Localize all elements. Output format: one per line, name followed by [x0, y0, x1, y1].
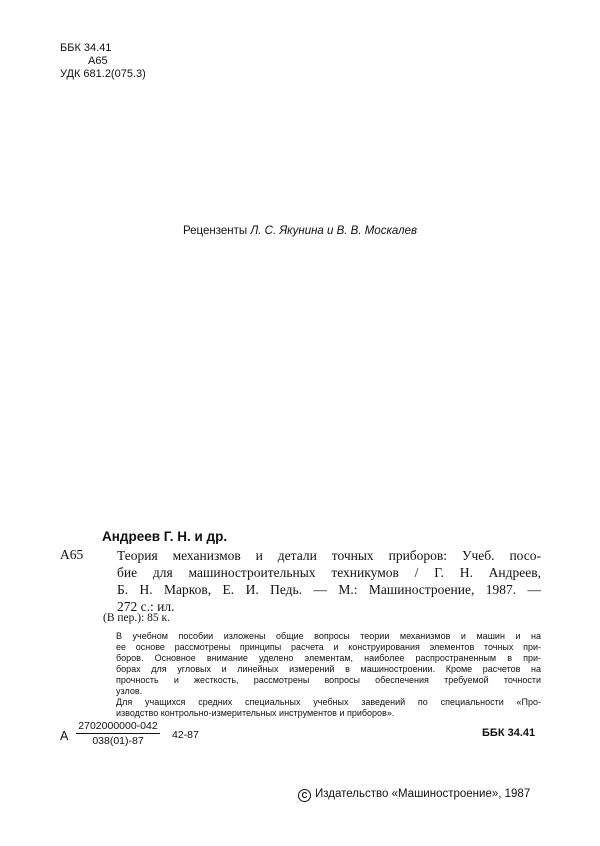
udk-code: УДК 681.2(075.3) [60, 68, 146, 80]
index-letter: А [60, 729, 69, 743]
index-numerator: 2702000000-042 [76, 720, 160, 734]
author-mark: А65 [88, 55, 108, 67]
classification-block [60, 42, 146, 81]
description-line: бие для машиностроительных техникумов / Г. Н. Андреев, [117, 565, 541, 580]
description-line: Теория механизмов и детали точных приборов: Учеб. посо- [117, 548, 541, 563]
annotation-line: боров. Основное внимание уделено элементам, наиболее распространенным в при- [116, 653, 541, 663]
catalog-bbk: ББК 34.41 [482, 727, 536, 739]
annotation-line: изводство контрольно-измерительных инструментов и приборов». [116, 708, 395, 718]
index-fraction [76, 720, 160, 747]
index-denominator: 038(01)-87 [92, 735, 144, 747]
catalog-author: Андреев Г. Н. и др. [102, 529, 228, 544]
index-suffix: 42-87 [172, 729, 199, 741]
catalog-price: (В пер.): 85 к. [103, 612, 170, 624]
annotation-line: узлов. [116, 686, 143, 696]
reviewers-label: Рецензенты [182, 225, 248, 237]
description-line: 272 с.: ил. [117, 599, 175, 614]
reviewers-names: Л. С. Якунина и В. В. Москалев [250, 225, 418, 237]
annotation-line: прочность и жесткость, рассмотрены вопросы обеспечения требуемой точности [116, 675, 541, 685]
reviewers-line [0, 225, 600, 237]
catalog-description [117, 547, 541, 615]
description-line: Б. Н. Марков, Е. И. Педь. — М.: Машиностроение, 1987. — [117, 582, 541, 597]
annotation-line: В учебном пособии изложены общие вопросы теории механизмов и машин и на [116, 631, 541, 641]
copyright-text: Издательство «Машиностроение», 1987 [315, 788, 531, 800]
annotation-line: борах для угловых и линейных измерений в машиностроении. Кроме расчетов на [116, 664, 541, 674]
catalog-annotation [116, 631, 541, 719]
annotation-line: Для учащихся средних специальных учебных заведений по специальности «Про- [116, 697, 541, 707]
copyright-icon: C [298, 789, 311, 802]
catalog-code: А65 [60, 547, 84, 562]
bbk-code: ББК 34.41 [60, 42, 112, 54]
copyright-line [298, 788, 530, 802]
annotation-line: ее основе рассмотрены принципы расчета и конструирования элементов точных при- [116, 642, 541, 652]
